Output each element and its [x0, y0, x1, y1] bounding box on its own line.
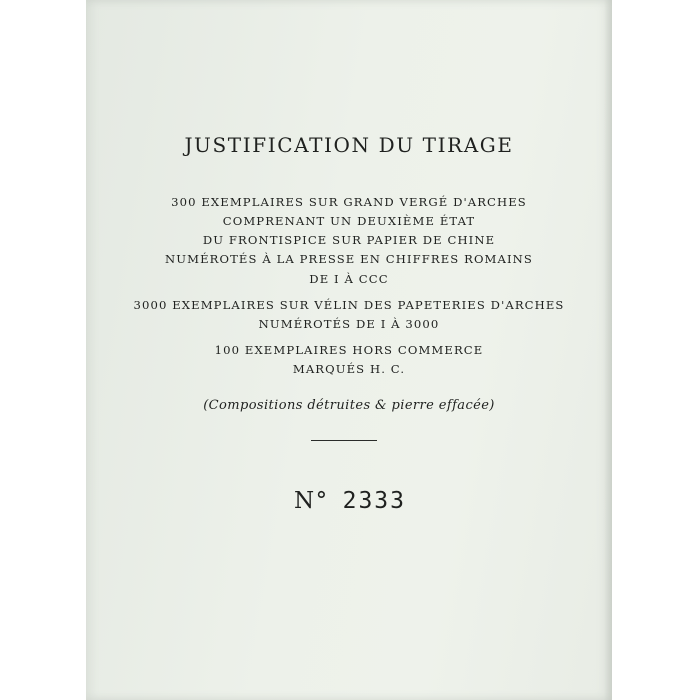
divider-rule [311, 440, 377, 441]
edition-line-3: DU FRONTISPICE SUR PAPIER DE CHINE [202, 233, 496, 247]
edition-line-8: 100 EXEMPLAIRES HORS COMMERCE [214, 343, 484, 357]
edition-line-5: DE I À CCC [309, 272, 389, 286]
edition-line-2: COMPRENANT UN DEUXIÈME ÉTAT [222, 214, 476, 228]
page-title: JUSTIFICATION DU TIRAGE [184, 133, 514, 157]
edition-line-7: NUMÉROTÉS DE I À 3000 [258, 317, 440, 331]
edition-line-4: NUMÉROTÉS À LA PRESSE EN CHIFFRES ROMAINS [165, 252, 533, 266]
copy-number [0, 488, 700, 514]
copy-number-label: N° [293, 488, 329, 514]
composition-note: (Compositions détruites & pierre effacée) [203, 398, 495, 413]
edition-line-6: 3000 EXEMPLAIRES SUR VÉLIN DES PAPETERIES D'ARCHES [133, 298, 565, 312]
edition-line-1: 300 EXEMPLAIRES SUR GRAND VERGÉ D'ARCHES [171, 195, 527, 209]
copy-number-value: 2333 [342, 488, 406, 514]
edition-line-9: MARQUÉS H. C. [292, 362, 406, 376]
